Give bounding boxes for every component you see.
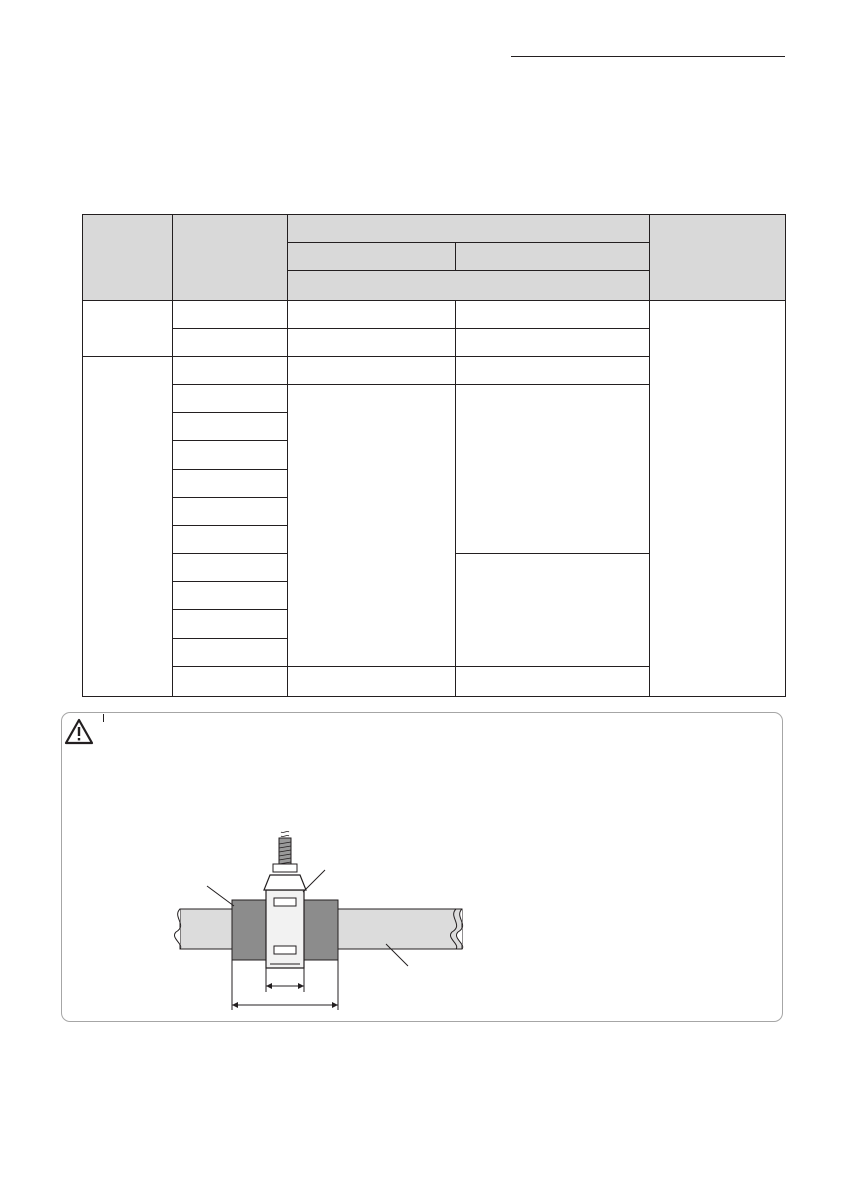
table-cell <box>173 638 288 666</box>
table-cell <box>288 385 456 667</box>
header-rule <box>511 56 785 57</box>
warning-triangle-icon <box>64 717 94 747</box>
table-cell <box>456 385 650 554</box>
table-cell <box>173 554 288 582</box>
clamp-width-dimension <box>266 968 304 992</box>
threaded-rod <box>273 831 297 872</box>
table-cell <box>83 356 173 696</box>
table-cell <box>173 497 288 525</box>
table-cell <box>456 328 650 356</box>
table-cell <box>288 328 456 356</box>
header-cell <box>288 243 456 271</box>
header-cell <box>650 215 786 301</box>
table-cell <box>456 666 650 696</box>
table-row <box>83 300 786 328</box>
table-cell <box>288 300 456 328</box>
header-cell <box>288 215 650 243</box>
table-cell <box>173 469 288 497</box>
header-cell <box>173 215 288 301</box>
table-cell <box>83 300 173 356</box>
table-cell <box>288 666 456 696</box>
table-cell <box>456 300 650 328</box>
table-cell <box>650 300 786 696</box>
table-cell <box>173 385 288 413</box>
caution-title-marker <box>103 714 104 722</box>
table-header-row <box>83 215 786 243</box>
table-cell <box>288 356 456 384</box>
table-cell <box>173 582 288 610</box>
table-cell <box>173 356 288 384</box>
pipe-spec-table <box>82 214 786 697</box>
table-cell <box>173 441 288 469</box>
table-cell <box>173 300 288 328</box>
table-cell <box>173 328 288 356</box>
pipe-hanger-clamp <box>264 875 306 968</box>
pipe-hanger-diagram <box>160 820 500 1016</box>
clamp-leader <box>303 870 325 892</box>
table-cell <box>173 610 288 638</box>
table-cell <box>456 356 650 384</box>
header-cell <box>83 215 173 301</box>
table-cell <box>173 666 288 696</box>
table-cell <box>173 413 288 441</box>
header-cell <box>456 243 650 271</box>
insulation-leader <box>207 886 234 906</box>
table-cell <box>456 554 650 667</box>
table-cell <box>173 525 288 553</box>
header-cell <box>288 271 650 300</box>
